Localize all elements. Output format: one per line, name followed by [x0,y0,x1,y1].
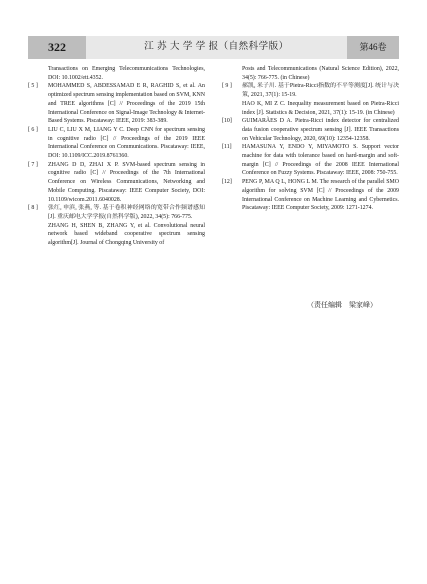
reference-text: Posts and Telecommunications (Natural Science Edition), 2022, 34(5): 766-775. (in Chinese) [242,66,399,81]
page-number: 322 [48,40,66,54]
reference-text: 郝凯, 米子川. 基于Pietra-Ricci指数的不平等测度[J]. 统计与决策, 2021, 37(1): 15-19. [242,83,399,99]
reference-number: [11] [222,144,232,151]
running-header [28,36,399,59]
reference-text: HAMASUNA Y, ENDO Y, MIYAMOTO S. Support vector machine for data with tolerance based on hard-margin and soft-margin [C] // Proceedings of the 2008 IEEE International Conference on Fuzzy Systems. Piscataway: IEEE, 2008: 750-755. [242,144,399,177]
reference-entry [28,82,205,126]
reference-text: LIU C, LIU X M, LIANG Y C. Deep CNN for spectrum sensing in cognitive radio [C] // Proceedings of the 2019 IEEE International Conference on Communications. Piscataway: IEEE, DOI: 10.1109/ICC.2019.8761360. [48,126,205,160]
reference-entry [222,178,399,213]
reference-entry [222,117,399,143]
reference-entry [222,65,399,82]
reference-number: [ 7 ] [28,161,38,168]
reference-text: ZHANG H, SHEN B, ZHANG Y, et al. Convolutional neural network based wideband cooperative spectrum sensing algorithm[J]. Journal of Chongqing University of [48,222,205,247]
reference-text: 张红, 申滨, 张燕, 等. 基于卷积神经网络的宽带合作频谱感知[J]. 重庆邮电大学学报(自然科学版), 2022, 34(5): 766-775. [48,205,205,220]
responsible-editor: （责任编辑 梁家峰） [307,301,377,309]
reference-text: GUIMARÃES D A. Pietra-Ricci index detector for centralized data fusion cooperative spectrum sensing [J]. IEEE Transactions on Vehicular Technology, 2020, 69(10): 12354-12358. [242,118,399,142]
reference-number: [ 9 ] [222,83,232,90]
reference-number: [12] [222,179,232,186]
reference-number: [ 6 ] [28,126,38,133]
journal-title: 江 苏 大 学 学 报（自然科学版） [144,42,289,52]
reference-text: Transactions on Emerging Telecommunications Technologies, DOI: 10.1002/ett.4352. [48,66,205,81]
reference-number: [ 8 ] [28,205,38,212]
reference-entry [28,222,205,248]
reference-entry [28,65,205,82]
reference-entry [28,161,205,205]
left-reference-column [28,65,205,248]
reference-entry [28,204,205,221]
reference-number: [ 5 ] [28,83,38,90]
reference-text: ZHANG D D, ZHAI X P. SVM-based spectrum sensing in cognitive radio [C] // Proceedings of the 7th International Conference on Wireless Communications, Networking and Mobile Computing. Piscataway: IEEE Computer Society, DOI: 10.1109/wicom.2011.6040028. [48,161,205,203]
reference-number: [10] [222,118,232,125]
reference-text: MOHAMMED S, ABDESSAMAD E R, RAGHID S, et al. An optimized spectrum sensing implementation based on SVM, KNN and TREE algorithms [C] // Proceedings of the 2019 15th International Conference on Signal-Image Technology & Internet-Based Systems. Piscataway: IEEE, 2019: 383-389. [48,83,205,125]
reference-entry [222,100,399,117]
reference-text: PENG P, MA Q L, HONG L M. The research of the parallel SMO algorithm for solving SVM [C] // Proceedings of the 2009 International Conference on Machine Learning and Cybernetics. Piscataway: IEEE Computer Society, 2009: 1271-1274. [242,179,399,212]
reference-entry [222,143,399,178]
reference-entry [28,126,205,161]
right-reference-column [222,65,399,213]
reference-text: HAO K, MI Z C. Inequality measurement based on Pietra-Ricci index [J]. Statistics & Decision, 2021, 37(1): 15-19. (in Chinese) [242,100,399,116]
reference-entry [222,82,399,99]
volume-label: 第46卷 [359,42,387,52]
